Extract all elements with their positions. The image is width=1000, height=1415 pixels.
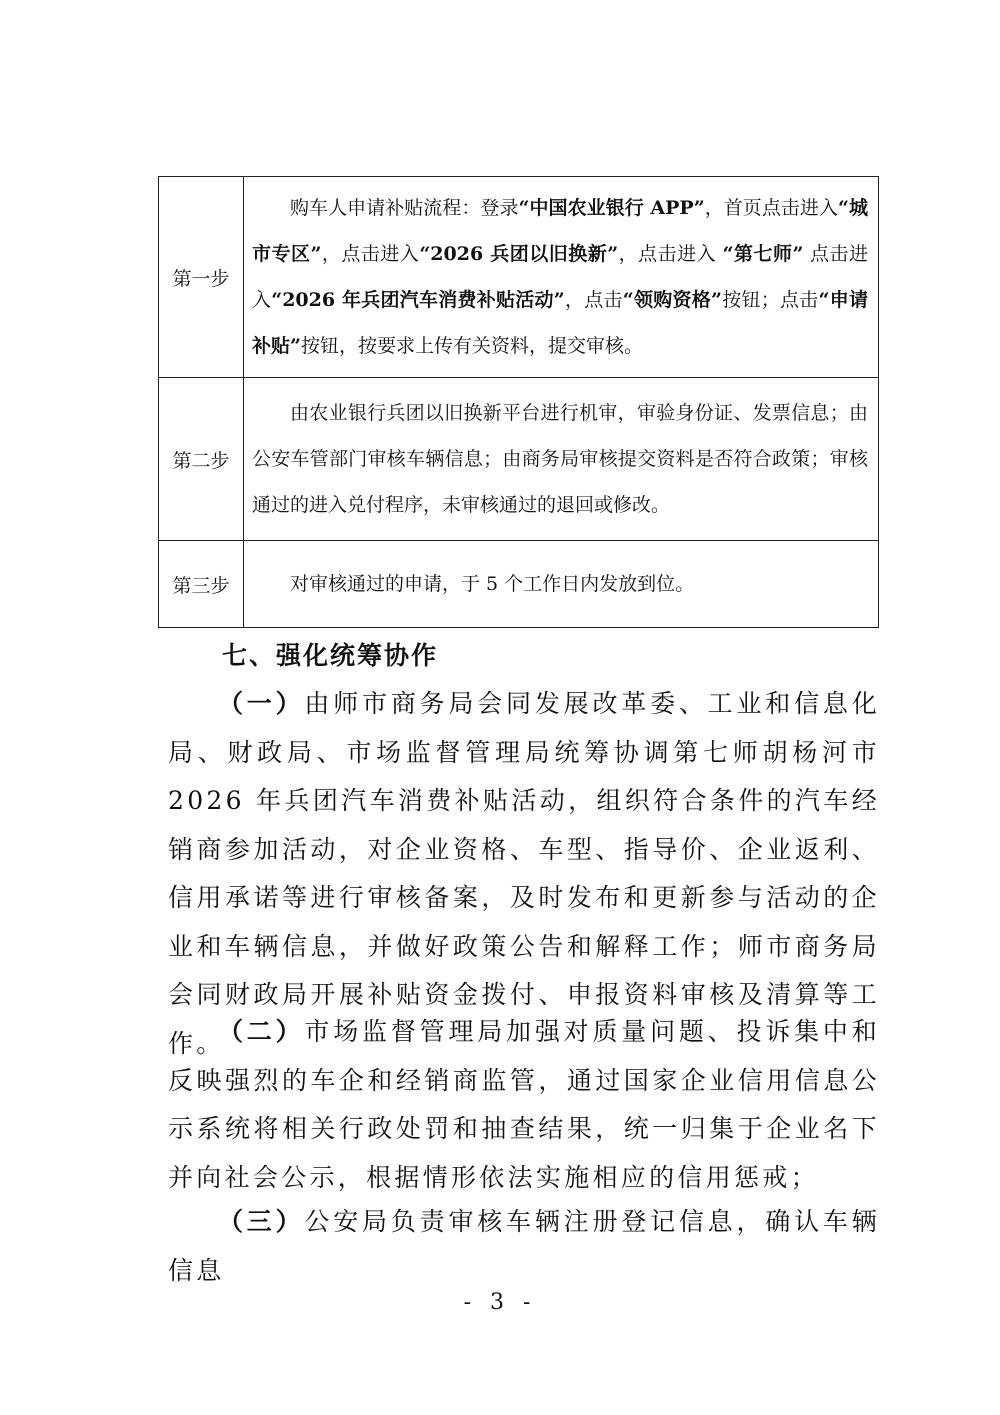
paragraph-prefix: （一） xyxy=(218,689,305,718)
paragraph-text: 公安局负责审核车辆注册登记信息，确认车辆信息 xyxy=(168,1207,880,1285)
step-1-text xyxy=(252,185,868,369)
step-1-bold-run: “第七师” xyxy=(722,243,804,265)
step-label: 第一步 xyxy=(159,177,244,378)
step-1-bold-run: “2026 年兵团汽车消费补贴活动” xyxy=(271,289,565,311)
table-row xyxy=(159,541,879,628)
step-1-bold-run: “中国农业银行 APP” xyxy=(518,197,705,219)
paragraph-text: 由师市商务局会同发展改革委、工业和信息化局、财政局、市场监督管理局统筹协调第七师胡杨河市 2026 年兵团汽车消费补贴活动，组织符合条件的汽车经销商参加活动，对企业资格、车型、指导价、企业返利、信用承诺等进行审核备案，及时发布和更新参与活动的企业和车辆信息，并做好政策公告和解释工作；师市商务局会同财政局开展补贴资金拨付、申报资料审核及清算等工作。 xyxy=(168,689,880,1058)
table-row xyxy=(159,177,879,378)
step-1-bold-run: “2026 兵团以旧换新” xyxy=(419,243,619,265)
page-number: - 3 - xyxy=(463,1290,537,1315)
step-label: 第二步 xyxy=(159,378,244,541)
step-1-run: ，点击进入 xyxy=(618,243,723,265)
step-3-text: 对审核通过的申请，于 5 个工作日内发放到位。 xyxy=(290,573,695,595)
paragraph-3 xyxy=(168,1198,880,1295)
paragraph-2 xyxy=(168,1008,880,1202)
step-1-bold-run: “领购资格” xyxy=(622,289,722,311)
step-1-run: 购车人申请补贴流程：登录 xyxy=(290,197,519,219)
step-1-run: ，首页点击进入 xyxy=(704,197,838,219)
paragraph-prefix: （二） xyxy=(218,1017,305,1046)
paragraph-text: 市场监督管理局加强对质量问题、投诉集中和反映强烈的车企和经销商监管，通过国家企业信用信息公示系统将相关行政处罚和抽查结果，统一归集于企业名下并向社会公示，根据情形依法实施相应的信用惩戒； xyxy=(168,1017,880,1192)
step-1-run: ，点击进入 xyxy=(321,243,420,265)
steps-table xyxy=(158,176,879,628)
step-1-bold-run: “城市专区” xyxy=(252,197,868,265)
step-content xyxy=(244,378,879,541)
section-title: 七、强化统筹协作 xyxy=(222,641,439,670)
step-2-text: 由农业银行兵团以旧换新平台进行机审，审验身份证、发票信息；由公安车管部门审核车辆信息；由商务局审核提交资料是否符合政策；审核通过的进入兑付程序，未审核通过的退回或修改。 xyxy=(252,402,868,516)
step-content xyxy=(244,177,879,378)
step-1-run: 点击进入 xyxy=(252,243,868,311)
table-row xyxy=(159,378,879,541)
step-content xyxy=(244,541,879,628)
step-1-run: 按钮；点击 xyxy=(721,289,819,311)
step-label: 第三步 xyxy=(159,541,244,628)
paragraph-prefix: （三） xyxy=(218,1207,305,1236)
step-1-run: ，点击 xyxy=(564,289,623,311)
step-1-bold-run: “申请补贴” xyxy=(252,289,868,357)
step-1-run: 按钮，按要求上传有关资料，提交审核。 xyxy=(300,335,643,357)
